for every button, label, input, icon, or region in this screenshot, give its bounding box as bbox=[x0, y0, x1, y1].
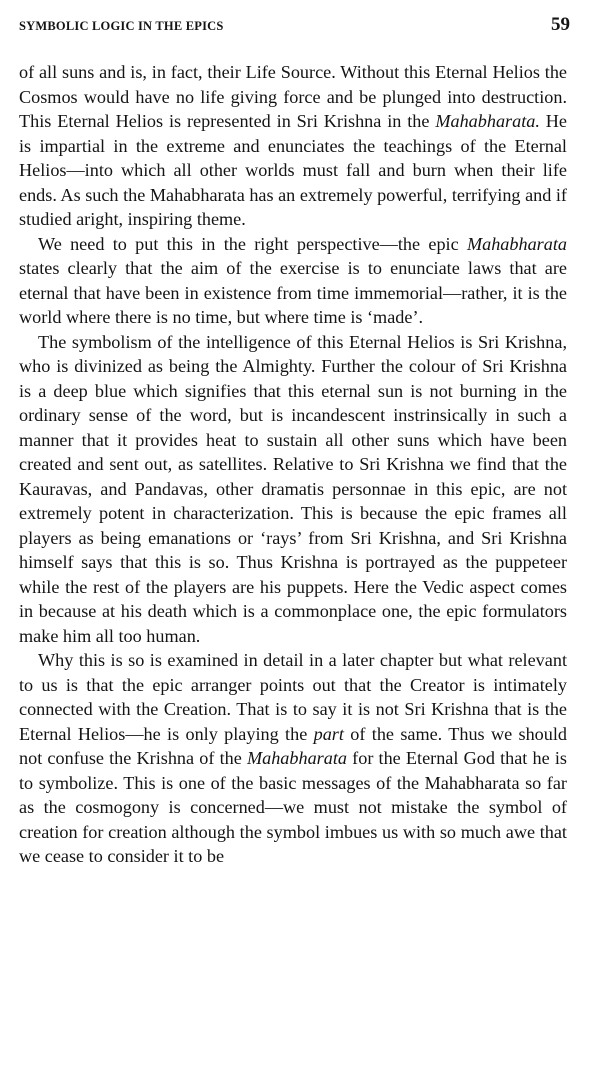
paragraph bbox=[19, 330, 567, 649]
text-run: He is impartial in the extreme and enunciates the teachings of the Eternal Helios—into which all other worlds must fall and burn when their life ends. As such the Mahabharata has an extremely powerful, terrifying and if studied aright, inspiring theme. bbox=[19, 111, 567, 229]
italic-text: part bbox=[313, 723, 344, 744]
running-head bbox=[19, 14, 570, 38]
text-run: Why this is so is examined in detail in a later chapter but what relevant to us is that the epic arranger points out that the Creator is intimately connected with the Creation. That is to say it is not Sri Krishna that is the Eternal Helios—he is only playing the bbox=[19, 650, 567, 744]
text-run: of all suns and is, in fact, their Life Source. Without this Eternal Helios the Cosmos would have no life giving force and be plunged into destruction. This Eternal Helios is represented in Sri Krishna in the bbox=[19, 62, 567, 131]
paragraph bbox=[19, 232, 567, 330]
text-run: The symbolism of the intelligence of this Eternal Helios is Sri Krishna, who is divinized as being the Almighty. Further the colour of Sri Krishna is a deep blue which signifies that this eternal sun is not burning in the ordinary sense of the word, but is incandescent instrinsically in such a manner that it provides heat to sustain all other suns which have been created and sent out, as satellites. Relative to Sri Krishna we find that the Kauravas, and Pandavas, other dramatis personnae in this epic, are not extremely potent in characterization. This is because the epic frames all players as being emanations or ‘rays’ from Sri Krishna, and Sri Krishna himself says that this is so. Thus Krishna is portrayed as the puppeteer while the rest of the players are his puppets. Here the Vedic aspect comes in because at his death which is a commonplace one, the epic formulators make him all too human. bbox=[19, 331, 567, 646]
text-run: for the Eternal God that he is to symbolize. This is one of the basic messages of the Mahabharata so far as the cosmogony is concerned—we must not mistake the symbol of creation for creation although the symbol imbues us with so much awe that we cease to consider it to be bbox=[19, 748, 567, 866]
text-run: We need to put this in the right perspective—the epic bbox=[38, 233, 467, 254]
text-run: of the same. Thus we should not confuse the Krishna of the bbox=[19, 723, 567, 768]
paragraph bbox=[19, 648, 567, 869]
italic-text: Mahabharata bbox=[246, 748, 347, 768]
italic-text: Mahabharata. bbox=[435, 111, 540, 131]
text-run: states clearly that the aim of the exercise is to enunciate laws that are eternal that have been in existence from time immemorial—rather, it is the world where there is no time, but where time is ‘made’. bbox=[19, 258, 567, 327]
paragraph bbox=[19, 60, 567, 232]
italic-text: Mahabharata bbox=[466, 233, 567, 254]
running-title: SYMBOLIC LOGIC IN THE EPICS bbox=[19, 19, 224, 33]
body-text bbox=[19, 60, 567, 869]
page-number: 59 bbox=[551, 14, 570, 35]
